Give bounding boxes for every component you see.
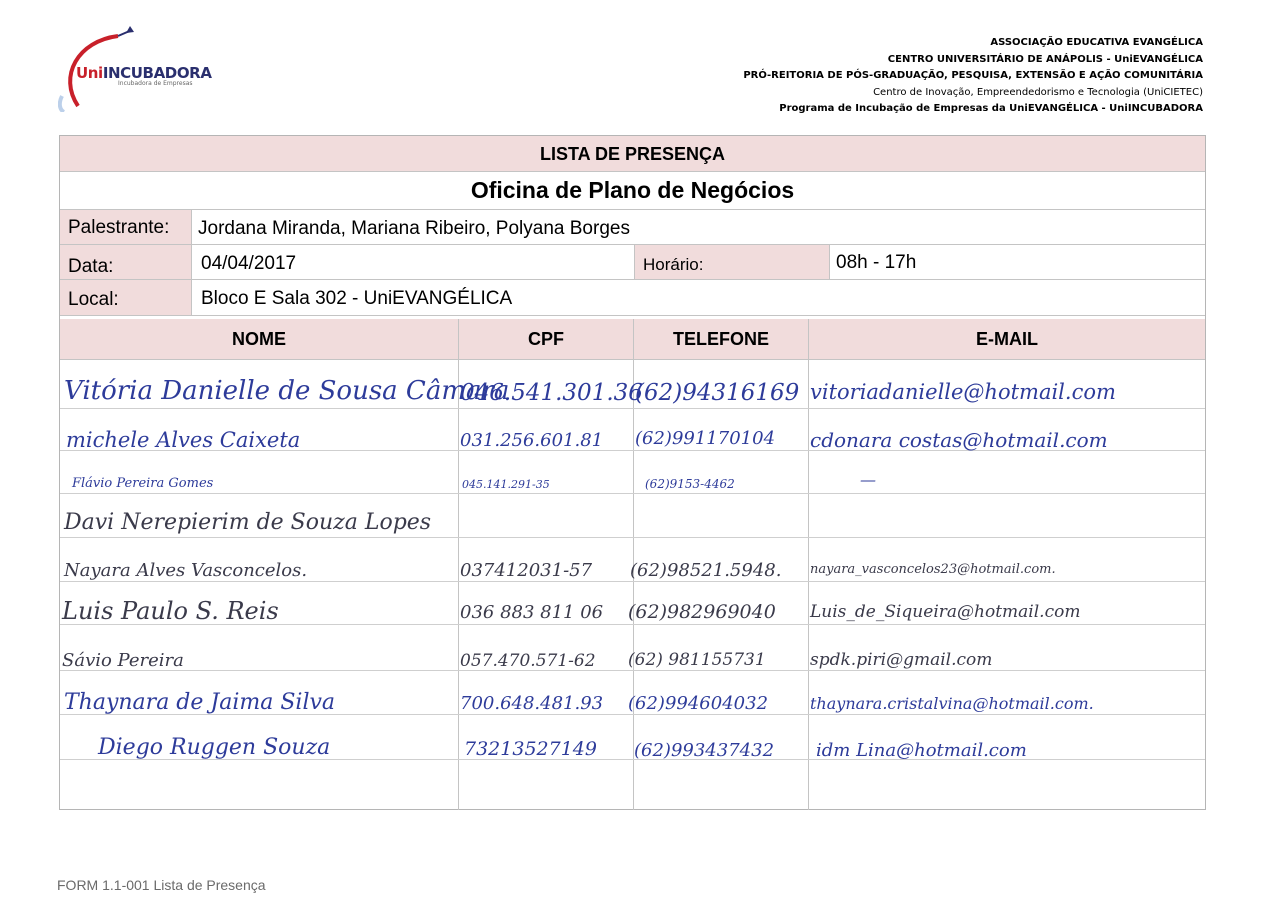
attendee-cpf: 036 883 811 06	[460, 602, 604, 623]
attendee-cpf: 045.141.291-35	[462, 478, 550, 491]
attendee-name: Sávio Pereira	[62, 650, 184, 671]
attendee-name: Luis Paulo S. Reis	[62, 597, 279, 625]
attendee-name: Flávio Pereira Gomes	[72, 476, 214, 491]
attendee-cpf: 700.648.481.93	[460, 693, 604, 714]
attendee-email: nayara_vasconcelos23@hotmail.com.	[810, 562, 1056, 577]
attendee-cpf: 046.541.301.36	[460, 380, 643, 406]
date-label: Data:	[60, 245, 191, 279]
event-title: Oficina de Plano de Negócios	[470, 177, 795, 203]
attendee-email: thaynara.cristalvina@hotmail.com.	[810, 694, 1094, 713]
col-name: NOME	[232, 329, 286, 349]
speaker-row	[60, 210, 1205, 245]
attendee-email: —	[860, 470, 876, 489]
header-line-1: ASSOCIAÇÃO EDUCATIVA EVANGÉLICA	[990, 37, 1203, 48]
attendee-email: vitoriadanielle@hotmail.com	[810, 380, 1116, 404]
attendee-phone: (62) 981155731	[628, 650, 766, 670]
attendee-name: michele Alves Caixeta	[66, 428, 301, 452]
attendee-email: spdk.piri@gmail.com	[810, 650, 993, 670]
col-phone: TELEFONE	[633, 319, 808, 359]
place-value: Bloco E Sala 302 - UniEVANGÉLICA	[191, 280, 1205, 315]
speaker-value: Jordana Miranda, Mariana Ribeiro, Polyana Borges	[191, 210, 1205, 244]
form-title: LISTA DE PRESENÇA	[539, 144, 726, 164]
attendee-phone: (62)982969040	[628, 601, 776, 623]
attendee-name: Diego Ruggen Souza	[98, 735, 331, 760]
form-footer: FORM 1.1-001 Lista de Presença	[57, 877, 266, 893]
attendee-email: idm Lina@hotmail.com	[816, 740, 1027, 761]
attendee-cpf: 031.256.601.81	[460, 430, 604, 451]
header-line-3: PRÓ-REITORIA DE PÓS-GRADUAÇÃO, PESQUISA, EXTENSÃO E AÇÃO COMUNITÁRIA	[743, 70, 1203, 81]
col-cpf: CPF	[458, 319, 633, 359]
attendee-name: Nayara Alves Vasconcelos.	[64, 560, 308, 581]
place-row	[60, 280, 1205, 316]
form-title-row	[60, 136, 1205, 172]
attendee-cpf: 037412031-57	[460, 560, 593, 581]
table-header	[60, 319, 1205, 360]
attendee-cpf: 057.470.571-62	[460, 651, 596, 671]
attendee-phone: (62)993437432	[634, 740, 775, 761]
attendee-name: Davi Nerepierim de Souza Lopes	[64, 510, 432, 535]
speaker-label: Palestrante:	[60, 210, 191, 244]
event-row	[60, 172, 1205, 210]
date-row	[60, 245, 1205, 280]
attendee-email: cdonara costas@hotmail.com	[810, 428, 1108, 452]
time-label: Horário:	[634, 245, 829, 279]
attendee-phone: (62)994604032	[628, 693, 769, 714]
header-line-4: Centro de Inovação, Empreendedorismo e Tecnologia (UniCIETEC)	[873, 86, 1203, 98]
attendance-form	[59, 135, 1206, 810]
header-line-2: CENTRO UNIVERSITÁRIO DE ANÁPOLIS - UniEVANGÉLICA	[887, 53, 1203, 65]
time-value: 08h - 17h	[829, 245, 1205, 279]
attendee-phone: (62)9153-4462	[645, 477, 735, 491]
institution-header	[743, 35, 1203, 118]
col-email: E-MAIL	[808, 319, 1205, 359]
date-value: 04/04/2017	[191, 245, 634, 279]
logo-wordmark: UniINCUBADORA	[76, 64, 212, 82]
attendee-phone: (62)991170104	[635, 428, 776, 449]
attendee-table	[60, 360, 1205, 810]
attendee-cpf: 73213527149	[464, 738, 597, 760]
attendee-email: Luis_de_Siqueira@hotmail.com	[810, 602, 1081, 622]
header-line-5: Programa de Incubação de Empresas da UniEVANGÉLICA - UniINCUBADORA	[779, 103, 1203, 114]
logo-subtitle: Incubadora de Empresas	[118, 80, 193, 87]
attendee-phone: (62)98521.5948.	[630, 560, 782, 581]
attendee-name: Thaynara de Jaima Silva	[64, 690, 336, 715]
place-label: Local:	[60, 280, 191, 315]
attendee-phone: (62)94316169	[635, 380, 800, 406]
attendee-name: Vitória Danielle de Sousa Câmara	[64, 376, 510, 406]
